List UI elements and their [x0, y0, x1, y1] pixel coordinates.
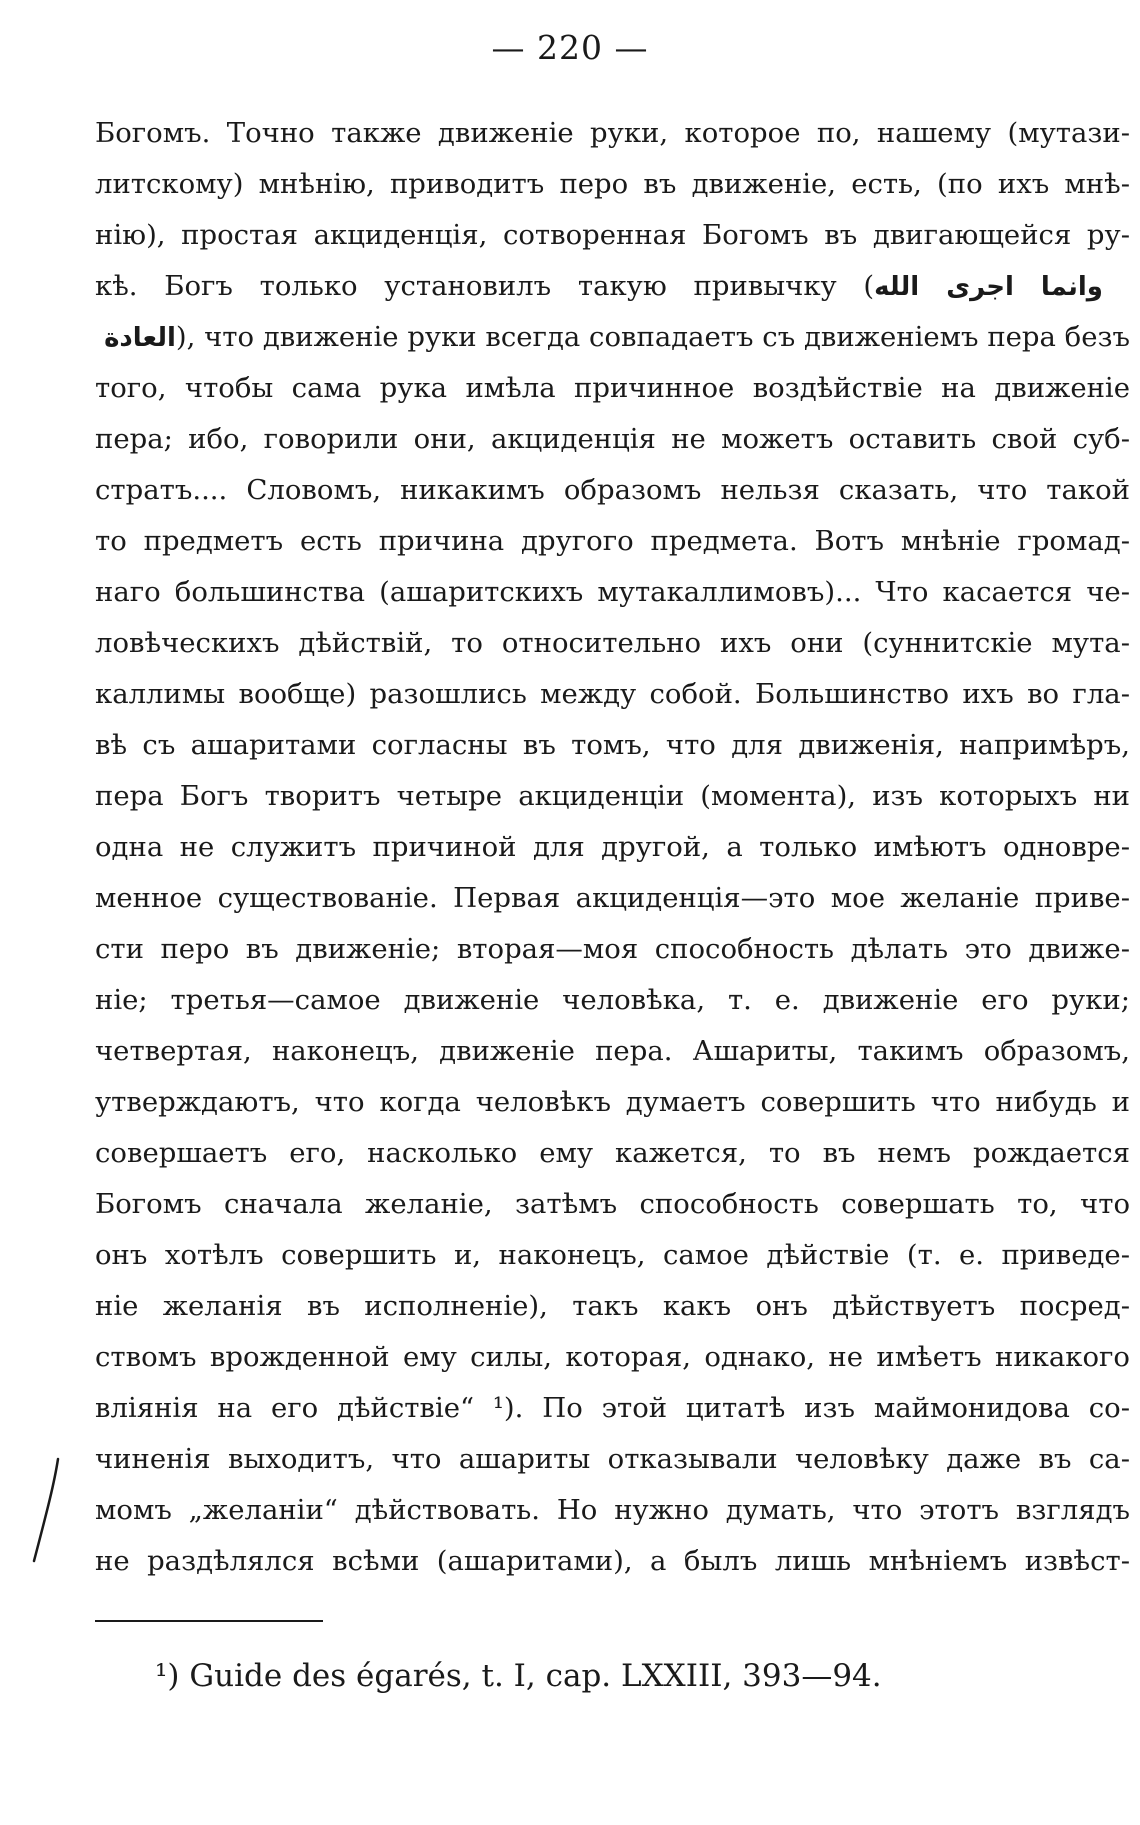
body-text — [95, 108, 1130, 1587]
text-line — [95, 567, 1130, 618]
line-text: одна не служитъ причиной для другой, а только имѣютъ одновре- — [95, 831, 1130, 863]
text-line — [95, 108, 1130, 159]
text-line — [95, 1485, 1130, 1536]
text-line — [95, 516, 1130, 567]
line-text: кѣ. Богъ только установилъ такую привычку ( — [95, 270, 875, 302]
footnote-rule — [95, 1620, 323, 1622]
arabic-phrase: وانما اجرى الله — [874, 272, 1130, 302]
line-text-after: ), что движеніе руки всегда совпадаетъ съ движеніемъ пера безъ — [175, 321, 1131, 353]
line-text: онъ хотѣлъ совершить и, наконецъ, самое дѣйствіе (т. е. приведе- — [95, 1239, 1130, 1271]
footnote-text: Guide des égarés, t. I, cap. LXXIII, 393—94. — [189, 1658, 882, 1694]
line-text: менное существованіе. Первая акциденція—это мое желаніе приве- — [95, 882, 1130, 914]
text-line — [95, 975, 1130, 1026]
line-text: вѣ съ ашаритами согласны въ томъ, что для движенія, напримѣръ, — [95, 729, 1130, 761]
line-text: момъ „желаніи“ дѣйствовать. Но нужно думать, что этотъ взглядъ — [95, 1494, 1130, 1526]
line-text: четвертая, наконецъ, движеніе пера. Ашариты, такимъ образомъ, — [95, 1035, 1130, 1067]
text-line — [95, 414, 1130, 465]
line-text: литскому) мнѣнію, приводитъ перо въ движеніе, есть, (по ихъ мнѣ- — [95, 168, 1130, 200]
text-line — [95, 1536, 1130, 1587]
line-text: вліянія на его дѣйствіе“ ¹). По этой цитатѣ изъ маймонидова со- — [95, 1392, 1130, 1424]
text-line — [95, 210, 1130, 261]
text-line — [95, 261, 1130, 312]
text-line — [95, 465, 1130, 516]
line-text: пера Богъ творитъ четыре акциденціи (момента), изъ которыхъ ни — [95, 780, 1130, 812]
line-text: нію), простая акциденція, сотворенная Богомъ въ двигающейся ру- — [95, 219, 1130, 251]
line-text: того, чтобы сама рука имѣла причинное воздѣйствіе на движеніе — [95, 372, 1130, 404]
line-text: каллимы вообще) разошлись между собой. Большинство ихъ во гла- — [95, 678, 1130, 710]
line-text: чиненія выходитъ, что ашариты отказывали человѣку даже въ са- — [95, 1443, 1130, 1475]
text-line — [95, 618, 1130, 669]
text-line — [95, 720, 1130, 771]
text-line — [95, 1077, 1130, 1128]
text-line — [95, 1434, 1130, 1485]
text-line — [95, 1128, 1130, 1179]
text-line — [95, 1281, 1130, 1332]
text-line — [95, 1332, 1130, 1383]
line-text: не раздѣлялся всѣми (ашаритами), а былъ лишь мнѣніемъ извѣст- — [95, 1545, 1130, 1577]
text-line — [95, 1026, 1130, 1077]
footnote-marker: ¹) — [155, 1658, 180, 1694]
text-line — [95, 1179, 1130, 1230]
line-text: пера; ибо, говорили они, акциденція не можетъ оставить свой суб- — [95, 423, 1130, 455]
margin-mark — [28, 1455, 68, 1565]
text-line — [95, 669, 1130, 720]
text-line — [95, 924, 1130, 975]
line-text: Богомъ. Точно также движеніе руки, которое по, нашему (мутази- — [95, 117, 1130, 149]
text-line — [95, 873, 1130, 924]
text-line — [95, 771, 1130, 822]
line-text: ніе; третья—самое движеніе человѣка, т. е. движеніе его руки; — [95, 984, 1130, 1016]
page-number: — 220 — — [491, 28, 649, 67]
line-text: сти перо въ движеніе; вторая—моя способность дѣлать это движе- — [95, 933, 1130, 965]
line-text: то предметъ есть причина другого предмета. Вотъ мнѣніе громад- — [95, 525, 1130, 557]
text-line — [95, 312, 1130, 363]
line-text: совершаетъ его, насколько ему кажется, то въ немъ рождается — [95, 1137, 1130, 1169]
line-text: ніе желанія въ исполненіе), такъ какъ онъ дѣйствуетъ посред- — [95, 1290, 1130, 1322]
text-line — [95, 1230, 1130, 1281]
footnote — [155, 1658, 882, 1694]
line-text: наго большинства (ашаритскихъ мутакаллимовъ)... Что касается че- — [95, 576, 1130, 608]
text-line — [95, 363, 1130, 414]
text-line — [95, 1383, 1130, 1434]
line-text: Богомъ сначала желаніе, затѣмъ способность совершать то, что — [95, 1188, 1130, 1220]
arabic-phrase: العادة — [95, 323, 176, 353]
line-text: ствомъ врожденной ему силы, которая, однако, не имѣетъ никакого — [95, 1341, 1130, 1373]
text-line — [95, 159, 1130, 210]
line-text: стратъ.... Словомъ, никакимъ образомъ нельзя сказать, что такой — [95, 474, 1130, 506]
line-text: ловѣческихъ дѣйствій, то относительно ихъ они (суннитскіе мута- — [95, 627, 1130, 659]
text-line — [95, 822, 1130, 873]
line-text: утверждаютъ, что когда человѣкъ думаетъ совершить что нибудь и — [95, 1086, 1130, 1118]
